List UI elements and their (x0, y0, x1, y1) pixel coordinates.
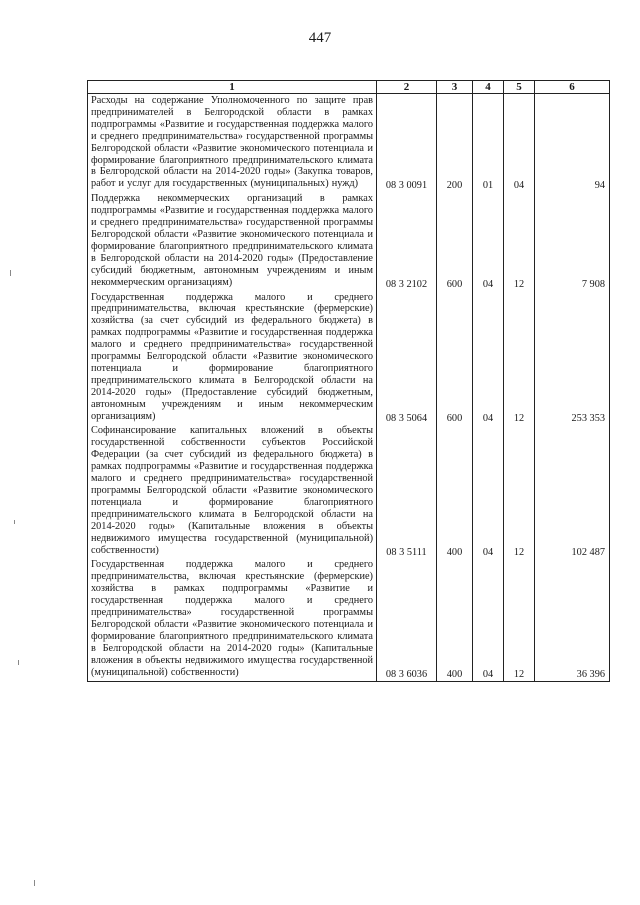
expense-type-code: 400 (437, 558, 473, 681)
scan-artifact (10, 270, 11, 276)
table-row (88, 192, 610, 290)
budget-table (87, 80, 610, 682)
row-description: Государственная поддержка малого и среднего предпринимательства, включая крестьянские (фермерские) хозяйства (за счет субсидий из федерального бюджета) в рамках подпрограммы «Развитие и государственная поддержка малого и среднего предпринимательства» государственной программы Белгородской области «Развитие экономического потенциала и формирование благоприятного предпринимательского климата в Белгородской области на 2014-2020 годы» (Предоставление субсидий бюджетным, автономным учреждениям и иным некоммерческим организациям) (88, 291, 377, 425)
table-row (88, 94, 610, 193)
column-header-3: 3 (437, 81, 473, 94)
expense-type-code: 200 (437, 94, 473, 193)
subsection-code: 12 (504, 291, 535, 425)
section-code: 04 (473, 291, 504, 425)
section-code: 04 (473, 424, 504, 558)
row-description: Государственная поддержка малого и среднего предпринимательства, включая крестьянские (фермерские) хозяйства в рамках подпрограммы «Развитие и государственная поддержка малого и среднего предпринимательства» государственной программы Белгородской области «Развитие экономического потенциала и формирование благоприятного предпринимательского климата в Белгородской области на 2014-2020 годы» (Капитальные вложения в объекты недвижимого имущества государственной (муниципальной) собственности) (88, 558, 377, 681)
section-code: 01 (473, 94, 504, 193)
scan-artifact (14, 520, 15, 524)
expense-type-code: 400 (437, 424, 473, 558)
row-description: Софинансирование капитальных вложений в объекты государственной собственности субъектов Российской Федерации (за счет субсидий из федерального бюджета) в рамках подпрограммы «Развитие и государственная поддержка малого и среднего предпринимательства» государственной программы Белгородской области «Развитие экономического потенциала и формирование благоприятного предпринимательского климата в Белгородской области на 2014-2020 годы» (Капитальные вложения в объекты недвижимого имущества государственной (муниципальной) собственности) (88, 424, 377, 558)
table-row (88, 291, 610, 425)
row-description: Поддержка некоммерческих организаций в рамках подпрограммы «Развитие и государственная поддержка малого и среднего предпринимательства» государственной программы Белгородской области «Развитие экономического потенциала и формирование благоприятного предпринимательского климата в Белгородской области на 2014-2020 годы» (Предоставление субсидий бюджетным, автономным учреждениям и иным некоммерческим организациям) (88, 192, 377, 290)
amount: 94 (535, 94, 610, 193)
page-number: 447 (308, 30, 332, 46)
table-row (88, 558, 610, 681)
amount: 36 396 (535, 558, 610, 681)
amount: 102 487 (535, 424, 610, 558)
row-description: Расходы на содержание Уполномоченного по защите прав предпринимателей в Белгородской области в рамках подпрограммы «Развитие и государственная поддержка малого и среднего предпринимательства» государственной программы Белгородской области «Развитие экономического потенциала и формирование благоприятного предпринимательского климата в Белгородской области на 2014-2020 годы» (Закупка товаров, работ и услуг для государственных (муниципальных) нужд) (88, 94, 377, 193)
expense-type-code: 600 (437, 192, 473, 290)
program-code: 08 3 6036 (377, 558, 437, 681)
subsection-code: 12 (504, 558, 535, 681)
section-code: 04 (473, 558, 504, 681)
subsection-code: 04 (504, 94, 535, 193)
column-header-4: 4 (473, 81, 504, 94)
program-code: 08 3 0091 (377, 94, 437, 193)
section-code: 04 (473, 192, 504, 290)
program-code: 08 3 2102 (377, 192, 437, 290)
column-header-6: 6 (535, 81, 610, 94)
column-header-2: 2 (377, 81, 437, 94)
subsection-code: 12 (504, 192, 535, 290)
amount: 253 353 (535, 291, 610, 425)
amount: 7 908 (535, 192, 610, 290)
program-code: 08 3 5111 (377, 424, 437, 558)
column-header-1: 1 (88, 81, 377, 94)
subsection-code: 12 (504, 424, 535, 558)
expense-type-code: 600 (437, 291, 473, 425)
scan-artifact (18, 660, 19, 665)
table-header-row (88, 81, 610, 94)
program-code: 08 3 5064 (377, 291, 437, 425)
scan-artifact (34, 880, 35, 886)
table-row (88, 424, 610, 558)
column-header-5: 5 (504, 81, 535, 94)
